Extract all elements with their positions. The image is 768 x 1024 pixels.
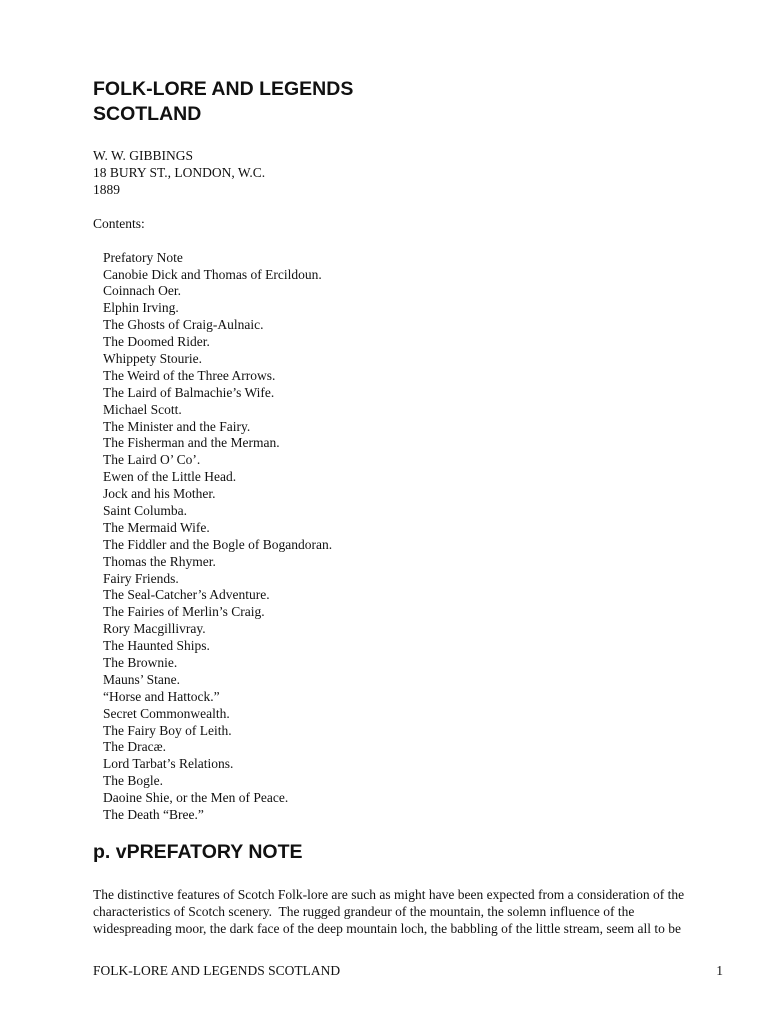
contents-entry: Saint Columba. [103, 502, 187, 518]
contents-entry: Mauns’ Stane. [103, 671, 180, 687]
contents-entry: The Fisherman and the Merman. [103, 435, 280, 451]
document-page [93, 77, 733, 938]
section-heading: p. vPREFATORY NOTE [93, 840, 303, 863]
contents-entry: The Minister and the Fairy. [103, 418, 251, 434]
contents-entry: The Seal-Catcher’s Adventure. [103, 587, 270, 603]
book-title-line-1: FOLK-LORE AND LEGENDS [93, 78, 354, 100]
contents-entry: The Mermaid Wife. [103, 519, 210, 535]
book-title [93, 77, 733, 127]
contents-entry: The Bogle. [103, 773, 163, 789]
contents-entry: Jock and his Mother. [103, 486, 216, 502]
paragraph-line: The distinctive features of Scotch Folk-lore are such as might have been expected from a consideration of the [93, 886, 685, 902]
contents-entry: “Horse and Hattock.” [103, 688, 220, 704]
paragraph-line: widespreading moor, the dark face of the deep mountain loch, the babbling of the little stream, seem all to be [93, 920, 682, 936]
contents-entry: The Fiddler and the Bogle of Bogandoran. [103, 536, 333, 552]
contents-entry: The Doomed Rider. [103, 334, 210, 350]
publisher-block [93, 148, 733, 199]
contents-entry: Whippety Stourie. [103, 350, 202, 366]
prefatory-paragraph [93, 887, 733, 938]
contents-entry: Daoine Shie, or the Men of Peace. [103, 790, 289, 806]
contents-entry: Prefatory Note [103, 249, 183, 265]
contents-entry: Michael Scott. [103, 401, 182, 417]
contents-entry: Secret Commonwealth. [103, 705, 230, 721]
contents-entry: The Ghosts of Craig-Aulnaic. [103, 317, 264, 333]
contents-entry: The Death “Bree.” [103, 807, 204, 823]
contents-entry: Rory Macgillivray. [103, 621, 206, 637]
table-of-contents [93, 250, 733, 824]
contents-entry: The Dracæ. [103, 739, 166, 755]
contents-entry: The Laird O’ Co’. [103, 452, 201, 468]
contents-entry: The Haunted Ships. [103, 638, 210, 654]
contents-entry: Elphin Irving. [103, 300, 179, 316]
footer-page-number: 1 [716, 963, 723, 978]
contents-entry: The Brownie. [103, 655, 178, 670]
contents-entry: Fairy Friends. [103, 570, 179, 586]
contents-label: Contents: [93, 215, 145, 231]
contents-entry: The Laird of Balmachie’s Wife. [103, 384, 275, 400]
publisher-address: 18 BURY ST., LONDON, W.C. [93, 164, 266, 180]
publisher-name: W. W. GIBBINGS [93, 148, 194, 163]
footer-running-title: FOLK-LORE AND LEGENDS SCOTLAND [93, 963, 341, 978]
publication-year: 1889 [93, 181, 120, 197]
contents-entry: Ewen of the Little Head. [103, 469, 237, 485]
contents-entry: Lord Tarbat’s Relations. [103, 756, 234, 772]
contents-entry: The Fairies of Merlin’s Craig. [103, 604, 265, 620]
contents-entry: Canobie Dick and Thomas of Ercildoun. [103, 266, 322, 282]
contents-entry: The Weird of the Three Arrows. [103, 367, 276, 383]
book-title-line-2: SCOTLAND [93, 103, 202, 125]
paragraph-line: characteristics of Scotch scenery. The rugged grandeur of the mountain, the solemn influence of the [93, 903, 635, 919]
contents-entry: Thomas the Rhymer. [103, 553, 216, 569]
contents-entry: The Fairy Boy of Leith. [103, 722, 232, 738]
contents-entry: Coinnach Oer. [103, 283, 181, 299]
